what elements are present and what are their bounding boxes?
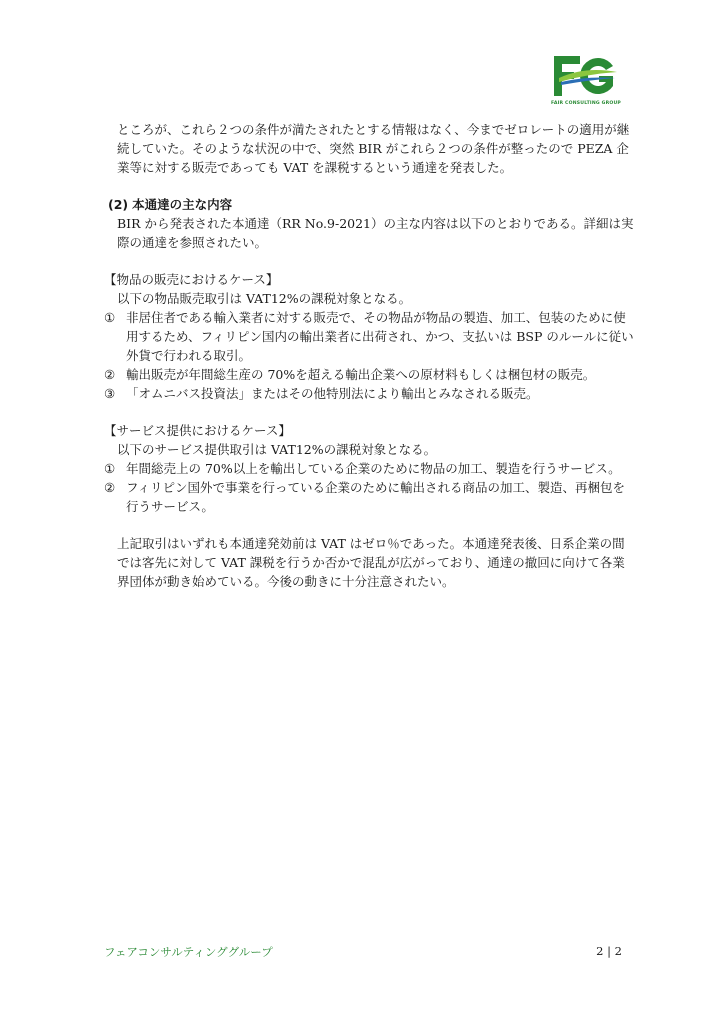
company-logo	[551, 52, 621, 112]
item-text: フィリピン国外で事業を行っている企業のために輸出される商品の加工、製造、再梱包を行うサービス。	[126, 480, 626, 514]
list-item	[104, 478, 634, 516]
logo-caption: FAIR CONSULTING GROUP	[551, 101, 621, 106]
list-item	[104, 365, 634, 384]
goods-heading: 【物品の販売におけるケース】	[104, 272, 279, 287]
item-number: ②	[104, 367, 116, 382]
section-title: 本通達の主な内容	[132, 197, 233, 212]
list-item	[104, 459, 634, 478]
item-number: ②	[104, 480, 116, 495]
section-body: BIR から発表された本通達（RR No.9-2021）の主な内容は以下のとおりである。詳細は実際の通達を参照されたい。	[117, 216, 634, 250]
item-number: ③	[104, 386, 116, 401]
item-text: 輸出販売が年間総生産の 70%を超える輸出企業への原材料もしくは梱包材の販売。	[126, 367, 596, 382]
goods-lead: 以下の物品販売取引は VAT12%の課税対象となる。	[117, 291, 412, 306]
intro-paragraph: ところが、これら２つの条件が満たされたとする情報はなく、今までゼロレートの適用が継続していた。そのような状況の中で、突然 BIR がこれら２つの条件が整ったので PEZA 企業等に対する販売であっても VAT を課税するという通達を発表した。	[117, 122, 630, 175]
services-heading: 【サービス提供におけるケース】	[104, 423, 291, 438]
footer-company: フェアコンサルティンググループ	[104, 945, 273, 959]
item-number: ①	[104, 310, 116, 325]
list-item	[104, 308, 634, 365]
conclusion-paragraph: 上記取引はいずれも本通達発効前は VAT はゼロ％であった。本通達発表後、日系企業の間では客先に対して VAT 課税を行うか否かで混乱が広がっており、通達の撤回に向けて各業界団体が動き始めている。今後の動きに十分注意されたい。	[117, 536, 625, 589]
document-body	[104, 120, 634, 591]
item-text: 年間総売上の 70%以上を輸出している企業のために物品の加工、製造を行うサービス。	[126, 461, 621, 476]
item-text: 非居住者である輸入業者に対する販売で、その物品が物品の製造、加工、包装のために使用するため、フィリピン国内の輸出業者に出荷され、かつ、支払いは BSP のルールに従い外貨で行われる取引。	[126, 310, 634, 363]
page-number: 2 | 2	[596, 944, 622, 958]
fg-logo-mark	[551, 52, 621, 100]
services-lead: 以下のサービス提供取引は VAT12%の課税対象となる。	[117, 442, 437, 457]
section-heading	[104, 195, 634, 214]
section-number: (2)	[108, 197, 129, 212]
list-item	[104, 384, 634, 403]
item-text: 「オムニバス投資法」またはその他特別法により輸出とみなされる販売。	[126, 386, 539, 401]
item-number: ①	[104, 461, 116, 476]
